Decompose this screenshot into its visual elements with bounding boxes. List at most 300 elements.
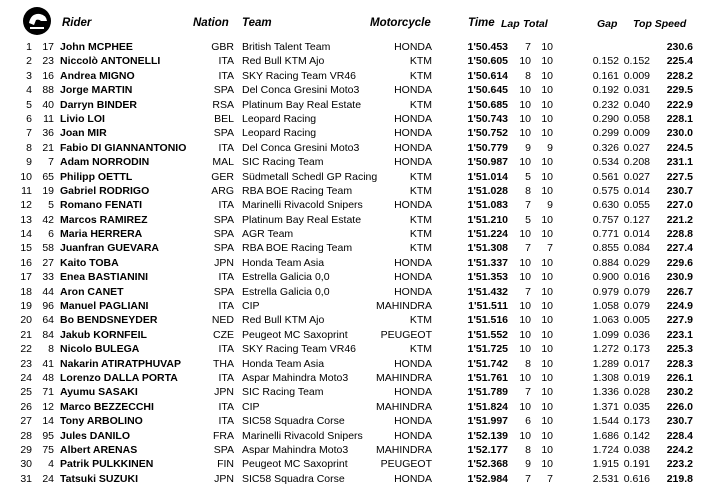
best-lap: 5: [525, 213, 531, 226]
gap-to-first: 0.290: [592, 112, 619, 125]
rider-name: John MCPHEE: [60, 41, 133, 53]
total-laps: 7: [547, 472, 553, 485]
gap-to-previous: 0.035: [623, 400, 650, 413]
gap-to-first: 1.544: [592, 415, 619, 428]
team-name: RBA BOE Racing Team: [242, 242, 353, 255]
gap-to-first: 0.161: [592, 69, 619, 82]
gap-to-previous: 0.016: [623, 271, 650, 284]
lap-time: 1'51.014: [467, 170, 508, 183]
total-laps: 10: [541, 458, 553, 471]
gap-to-first: 0.757: [592, 213, 619, 226]
lap-time: 1'50.645: [467, 84, 508, 97]
gap-to-previous: 0.009: [623, 127, 650, 140]
top-speed: 230.9: [666, 271, 693, 284]
nation-code: SPA: [213, 84, 234, 97]
total-laps: 10: [541, 285, 553, 298]
best-lap: 10: [519, 343, 531, 356]
rider-number: 11: [43, 112, 54, 125]
lap-time: 1'52.368: [467, 458, 508, 471]
rider-number: 5: [48, 199, 54, 212]
nation-code: SPA: [213, 285, 234, 298]
rider-name: Niccolò ANTONELLI: [60, 55, 161, 68]
team-name: AGR Team: [242, 228, 294, 241]
lap-time: 1'51.224: [467, 228, 508, 241]
rider-name: Nicolo BULEGA: [60, 343, 140, 356]
top-speed: 219.8: [666, 472, 693, 485]
lap-time: 1'51.308: [467, 242, 508, 255]
nation-code: ITA: [218, 343, 234, 356]
total-laps: 10: [541, 314, 553, 327]
lap-time: 1'51.083: [467, 199, 508, 212]
gap-to-previous: 0.038: [623, 443, 650, 456]
lap-time: 1'50.605: [467, 55, 508, 68]
lap-time: 1'50.685: [467, 98, 508, 111]
top-speed: 227.0: [666, 199, 693, 212]
lap-time: 1'51.761: [467, 371, 508, 384]
header-top-speed: Top Speed: [633, 18, 687, 30]
gap-to-first: 0.630: [592, 199, 619, 212]
gap-to-first: 1.063: [592, 314, 619, 327]
top-speed: 231.1: [666, 156, 693, 169]
gap-to-first: 1.289: [592, 357, 619, 370]
rider-helmet-icon: [22, 6, 52, 36]
best-lap: 7: [525, 41, 531, 53]
rider-number: 41: [42, 357, 54, 370]
lap-time: 1'50.779: [467, 141, 508, 154]
best-lap: 9: [525, 458, 531, 471]
header-nation: Nation: [193, 17, 229, 29]
motorcycle-make: HONDA: [394, 357, 432, 370]
table-row: [0, 400, 701, 414]
lap-time: 1'51.516: [467, 314, 508, 327]
top-speed: 230.7: [666, 184, 693, 197]
nation-code: SPA: [213, 242, 234, 255]
lap-time: 1'51.432: [467, 285, 508, 298]
rider-name: Aron CANET: [60, 285, 124, 298]
rider-number: 33: [42, 271, 54, 284]
team-name: Marinelli Rivacold Snipers: [242, 429, 363, 442]
total-laps: 10: [541, 256, 553, 269]
team-name: Red Bull KTM Ajo: [242, 55, 325, 68]
lap-time: 1'50.453: [467, 41, 508, 53]
lap-time: 1'52.984: [467, 472, 508, 485]
lap-time: 1'51.725: [467, 343, 508, 356]
total-laps: 10: [541, 328, 553, 341]
lap-time: 1'50.614: [467, 69, 508, 82]
top-speed: 230.7: [666, 415, 693, 428]
position: 9: [26, 156, 32, 169]
total-laps: 10: [541, 156, 553, 169]
table-row: [0, 83, 701, 97]
best-lap: 7: [525, 242, 531, 255]
total-laps: 10: [541, 170, 553, 183]
position: 17: [20, 271, 32, 284]
table-row: [0, 299, 701, 313]
gap-to-previous: 0.031: [623, 84, 650, 97]
best-lap: 8: [525, 357, 531, 370]
team-name: Peugeot MC Saxoprint: [242, 458, 348, 471]
position: 3: [26, 69, 32, 82]
total-laps: 10: [541, 443, 553, 456]
gap-to-previous: 0.142: [623, 429, 650, 442]
nation-code: BEL: [214, 112, 234, 125]
motorcycle-make: HONDA: [394, 156, 432, 169]
motorcycle-make: KTM: [409, 98, 432, 111]
table-row: [0, 155, 701, 169]
team-name: Leopard Racing: [242, 112, 317, 125]
gap-to-previous: 0.027: [623, 170, 650, 183]
top-speed: 225.3: [666, 343, 693, 356]
rider-number: 4: [48, 458, 54, 471]
gap-to-first: 1.686: [592, 429, 619, 442]
gap-to-previous: 0.079: [623, 285, 650, 298]
rider-name: Albert ARENAS: [60, 443, 138, 456]
team-name: Platinum Bay Real Estate: [242, 213, 362, 226]
motorcycle-make: KTM: [409, 213, 432, 226]
best-lap: 5: [525, 170, 531, 183]
position: 20: [20, 314, 32, 327]
gap-to-previous: 0.017: [623, 357, 650, 370]
total-laps: 7: [547, 242, 553, 255]
rider-name: Ayumu SASAKI: [60, 386, 138, 399]
lap-time: 1'51.353: [467, 271, 508, 284]
best-lap: 9: [525, 141, 531, 154]
best-lap: 10: [519, 400, 531, 413]
gap-to-first: 0.900: [592, 271, 619, 284]
best-lap: 10: [519, 271, 531, 284]
gap-to-previous: 0.208: [623, 156, 650, 169]
gap-to-previous: 0.616: [623, 472, 650, 485]
table-row: [0, 126, 701, 140]
gap-to-previous: 0.040: [623, 98, 650, 111]
table-row: [0, 227, 701, 241]
position: 21: [20, 328, 32, 341]
rider-name: Patrik PULKKINEN: [60, 458, 154, 471]
position: 8: [26, 141, 32, 154]
rider-number: 95: [42, 429, 54, 442]
position: 2: [26, 55, 32, 68]
rider-name: Marcos RAMIREZ: [60, 213, 148, 226]
rider-number: 8: [48, 343, 54, 356]
position: 7: [26, 127, 32, 140]
nation-code: ITA: [218, 141, 234, 154]
gap-to-previous: 0.009: [623, 69, 650, 82]
best-lap: 10: [519, 314, 531, 327]
team-name: Honda Team Asia: [242, 256, 325, 269]
motorcycle-make: HONDA: [394, 415, 432, 428]
motorcycle-make: HONDA: [394, 429, 432, 442]
gap-to-first: 1.724: [592, 443, 619, 456]
nation-code: ITA: [218, 271, 234, 284]
gap-to-first: 1.099: [592, 328, 619, 341]
position: 12: [20, 199, 32, 212]
top-speed: 228.1: [666, 112, 693, 125]
position: 29: [20, 443, 32, 456]
rider-number: 65: [42, 170, 54, 183]
position: 4: [26, 84, 32, 97]
rider-name: Maria HERRERA: [60, 228, 143, 241]
rider-number: 58: [42, 242, 54, 255]
gap-to-previous: 0.152: [623, 55, 650, 68]
nation-code: THA: [213, 357, 234, 370]
team-name: SIC Racing Team: [242, 156, 324, 169]
top-speed: 224.5: [666, 141, 693, 154]
rider-name: Kaito TOBA: [60, 256, 119, 269]
team-name: RBA BOE Racing Team: [242, 184, 353, 197]
team-name: Del Conca Gresini Moto3: [242, 141, 360, 154]
top-speed: 224.2: [666, 443, 693, 456]
table-row: [0, 472, 701, 486]
gap-to-previous: 0.191: [623, 458, 650, 471]
top-speed: 224.9: [666, 300, 693, 313]
motorcycle-make: HONDA: [394, 386, 432, 399]
gap-to-previous: 0.055: [623, 199, 650, 212]
top-speed: 222.9: [666, 98, 693, 111]
position: 16: [20, 256, 32, 269]
nation-code: FRA: [213, 429, 234, 442]
header-motorcycle: Motorcycle: [370, 17, 431, 29]
position: 6: [26, 112, 32, 125]
position: 18: [20, 285, 32, 298]
motorcycle-make: HONDA: [394, 271, 432, 284]
motorcycle-make: HONDA: [394, 472, 432, 485]
team-name: SIC Racing Team: [242, 386, 324, 399]
motorcycle-make: KTM: [409, 242, 432, 255]
lap-time: 1'52.139: [467, 429, 508, 442]
rider-number: 12: [42, 400, 54, 413]
gap-to-first: 0.192: [592, 84, 619, 97]
rider-number: 42: [42, 213, 54, 226]
position: 11: [21, 184, 32, 197]
team-name: SIC58 Squadra Corse: [242, 472, 345, 485]
rider-number: 6: [48, 228, 54, 241]
team-name: Estrella Galicia 0,0: [242, 285, 330, 298]
header-total: Total: [523, 18, 548, 30]
rider-name: Andrea MIGNO: [60, 69, 135, 82]
header-team: Team: [242, 17, 272, 29]
nation-code: SPA: [213, 127, 234, 140]
rider-number: 14: [42, 415, 54, 428]
table-row: [0, 98, 701, 112]
team-name: Aspar Mahindra Moto3: [242, 371, 349, 384]
nation-code: ITA: [218, 371, 234, 384]
nation-code: CZE: [213, 328, 234, 341]
total-laps: 10: [541, 343, 553, 356]
lap-time: 1'51.997: [467, 415, 508, 428]
best-lap: 10: [519, 112, 531, 125]
gap-to-previous: 0.127: [623, 213, 650, 226]
top-speed: 228.4: [666, 429, 693, 442]
total-laps: 10: [541, 84, 553, 97]
rider-number: 71: [42, 386, 54, 399]
nation-code: FIN: [217, 458, 234, 471]
table-row: [0, 141, 701, 155]
best-lap: 10: [519, 127, 531, 140]
motorcycle-make: HONDA: [394, 41, 432, 53]
motorcycle-make: HONDA: [394, 112, 432, 125]
motorcycle-make: KTM: [409, 55, 432, 68]
position: 25: [20, 386, 32, 399]
motorcycle-make: MAHINDRA: [375, 400, 432, 413]
total-laps: 10: [541, 184, 553, 197]
position: 27: [20, 415, 32, 428]
total-laps: 10: [541, 55, 553, 68]
best-lap: 7: [525, 285, 531, 298]
gap-to-previous: 0.173: [623, 343, 650, 356]
nation-code: MAL: [212, 156, 234, 169]
nation-code: GER: [211, 170, 234, 183]
rider-number: 36: [42, 127, 54, 140]
team-name: Leopard Racing: [242, 127, 317, 140]
top-speed: 228.2: [666, 69, 693, 82]
motorcycle-make: KTM: [409, 170, 432, 183]
results-header: [0, 0, 701, 38]
table-row: [0, 170, 701, 184]
top-speed: 226.7: [666, 285, 693, 298]
top-speed: 226.1: [666, 371, 693, 384]
position: 13: [20, 213, 32, 226]
table-row: [0, 270, 701, 284]
table-row: [0, 285, 701, 299]
motorcycle-make: MAHINDRA: [375, 371, 432, 384]
lap-time: 1'51.742: [467, 357, 508, 370]
rider-name: Jules DANILO: [60, 429, 131, 442]
position: 22: [20, 343, 32, 356]
rider-name: Darryn BINDER: [60, 98, 138, 111]
nation-code: ITA: [218, 69, 234, 82]
motorcycle-make: PEUGEOT: [380, 328, 432, 341]
best-lap: 7: [525, 472, 531, 485]
position: 14: [20, 228, 32, 241]
nation-code: SPA: [213, 443, 234, 456]
gap-to-previous: 0.014: [623, 228, 650, 241]
top-speed: 228.8: [666, 228, 693, 241]
rider-number: 17: [42, 41, 54, 53]
gap-to-first: 0.575: [592, 184, 619, 197]
gap-to-first: 0.299: [592, 127, 619, 140]
top-speed: 227.4: [666, 242, 693, 255]
table-row: [0, 184, 701, 198]
best-lap: 10: [519, 429, 531, 442]
top-speed: 225.4: [666, 55, 693, 68]
nation-code: ITA: [218, 300, 234, 313]
lap-time: 1'52.177: [467, 443, 508, 456]
team-name: SIC58 Squadra Corse: [242, 415, 345, 428]
total-laps: 10: [541, 213, 553, 226]
rider-number: 24: [42, 472, 54, 485]
rider-number: 23: [42, 55, 54, 68]
lap-time: 1'51.337: [467, 256, 508, 269]
rider-name: Adam NORRODIN: [60, 156, 150, 169]
best-lap: 7: [525, 199, 531, 212]
team-name: CIP: [242, 300, 260, 313]
total-laps: 10: [541, 69, 553, 82]
best-lap: 8: [525, 184, 531, 197]
best-lap: 6: [525, 415, 531, 428]
gap-to-first: 1.308: [592, 371, 619, 384]
motorcycle-make: KTM: [409, 314, 432, 327]
position: 24: [20, 371, 32, 384]
rider-name: Joan MIR: [60, 127, 107, 140]
team-name: Südmetall Schedl GP Racing: [242, 170, 378, 183]
position: 19: [20, 300, 32, 313]
gap-to-previous: 0.084: [623, 242, 650, 255]
rider-name: Fabio DI GIANNANTONIO: [60, 141, 187, 154]
top-speed: 229.5: [666, 84, 693, 97]
top-speed: 227.9: [666, 314, 693, 327]
top-speed: 230.0: [666, 127, 693, 140]
lap-time: 1'51.210: [467, 213, 508, 226]
gap-to-first: 0.884: [592, 256, 619, 269]
total-laps: 10: [541, 112, 553, 125]
top-speed: 221.2: [666, 213, 693, 226]
rider-number: 96: [42, 300, 54, 313]
motorcycle-make: KTM: [409, 69, 432, 82]
rider-name: Nakarin ATIRATPHUVAP: [60, 357, 181, 370]
gap-to-first: 1.371: [592, 400, 619, 413]
position: 28: [20, 429, 32, 442]
gap-to-first: 0.979: [592, 285, 619, 298]
gap-to-first: 0.561: [592, 170, 619, 183]
rider-name: Manuel PAGLIANI: [60, 300, 149, 313]
lap-time: 1'51.789: [467, 386, 508, 399]
best-lap: 8: [525, 69, 531, 82]
team-name: Red Bull KTM Ajo: [242, 314, 325, 327]
gap-to-previous: 0.079: [623, 300, 650, 313]
best-lap: 10: [519, 55, 531, 68]
table-row: [0, 429, 701, 443]
top-speed: 223.2: [666, 458, 693, 471]
table-row: [0, 313, 701, 327]
rider-name: Philipp OETTL: [60, 170, 133, 183]
best-lap: 10: [519, 98, 531, 111]
lap-time: 1'51.552: [467, 328, 508, 341]
best-lap: 10: [519, 228, 531, 241]
table-row: [0, 328, 701, 342]
total-laps: 10: [541, 357, 553, 370]
table-row: [0, 371, 701, 385]
top-speed: 230.2: [666, 386, 693, 399]
motorcycle-make: PEUGEOT: [380, 458, 432, 471]
rider-name: Enea BASTIANINI: [60, 271, 149, 284]
table-row: [0, 40, 701, 54]
best-lap: 10: [519, 156, 531, 169]
rider-number: 44: [42, 285, 54, 298]
header-gap: Gap: [597, 18, 618, 30]
gap-to-first: 0.232: [592, 98, 619, 111]
rider-name: Gabriel RODRIGO: [60, 184, 150, 197]
rider-number: 48: [42, 371, 54, 384]
lap-time: 1'50.743: [467, 112, 508, 125]
nation-code: RSA: [212, 98, 234, 111]
motorcycle-make: MAHINDRA: [375, 300, 432, 313]
rider-number: 19: [42, 184, 54, 197]
rider-name: Romano FENATI: [60, 199, 143, 212]
total-laps: 9: [547, 141, 553, 154]
gap-to-first: 1.336: [592, 386, 619, 399]
table-row: [0, 256, 701, 270]
gap-to-previous: 0.019: [623, 371, 650, 384]
nation-code: JPN: [214, 386, 234, 399]
total-laps: 10: [541, 371, 553, 384]
position: 31: [20, 472, 32, 485]
rider-number: 40: [42, 98, 54, 111]
motorcycle-make: MAHINDRA: [375, 443, 432, 456]
position: 30: [20, 458, 32, 471]
best-lap: 10: [519, 256, 531, 269]
rider-name: Marco BEZZECCHI: [60, 400, 154, 413]
rider-name: Tatsuki SUZUKI: [60, 472, 138, 485]
